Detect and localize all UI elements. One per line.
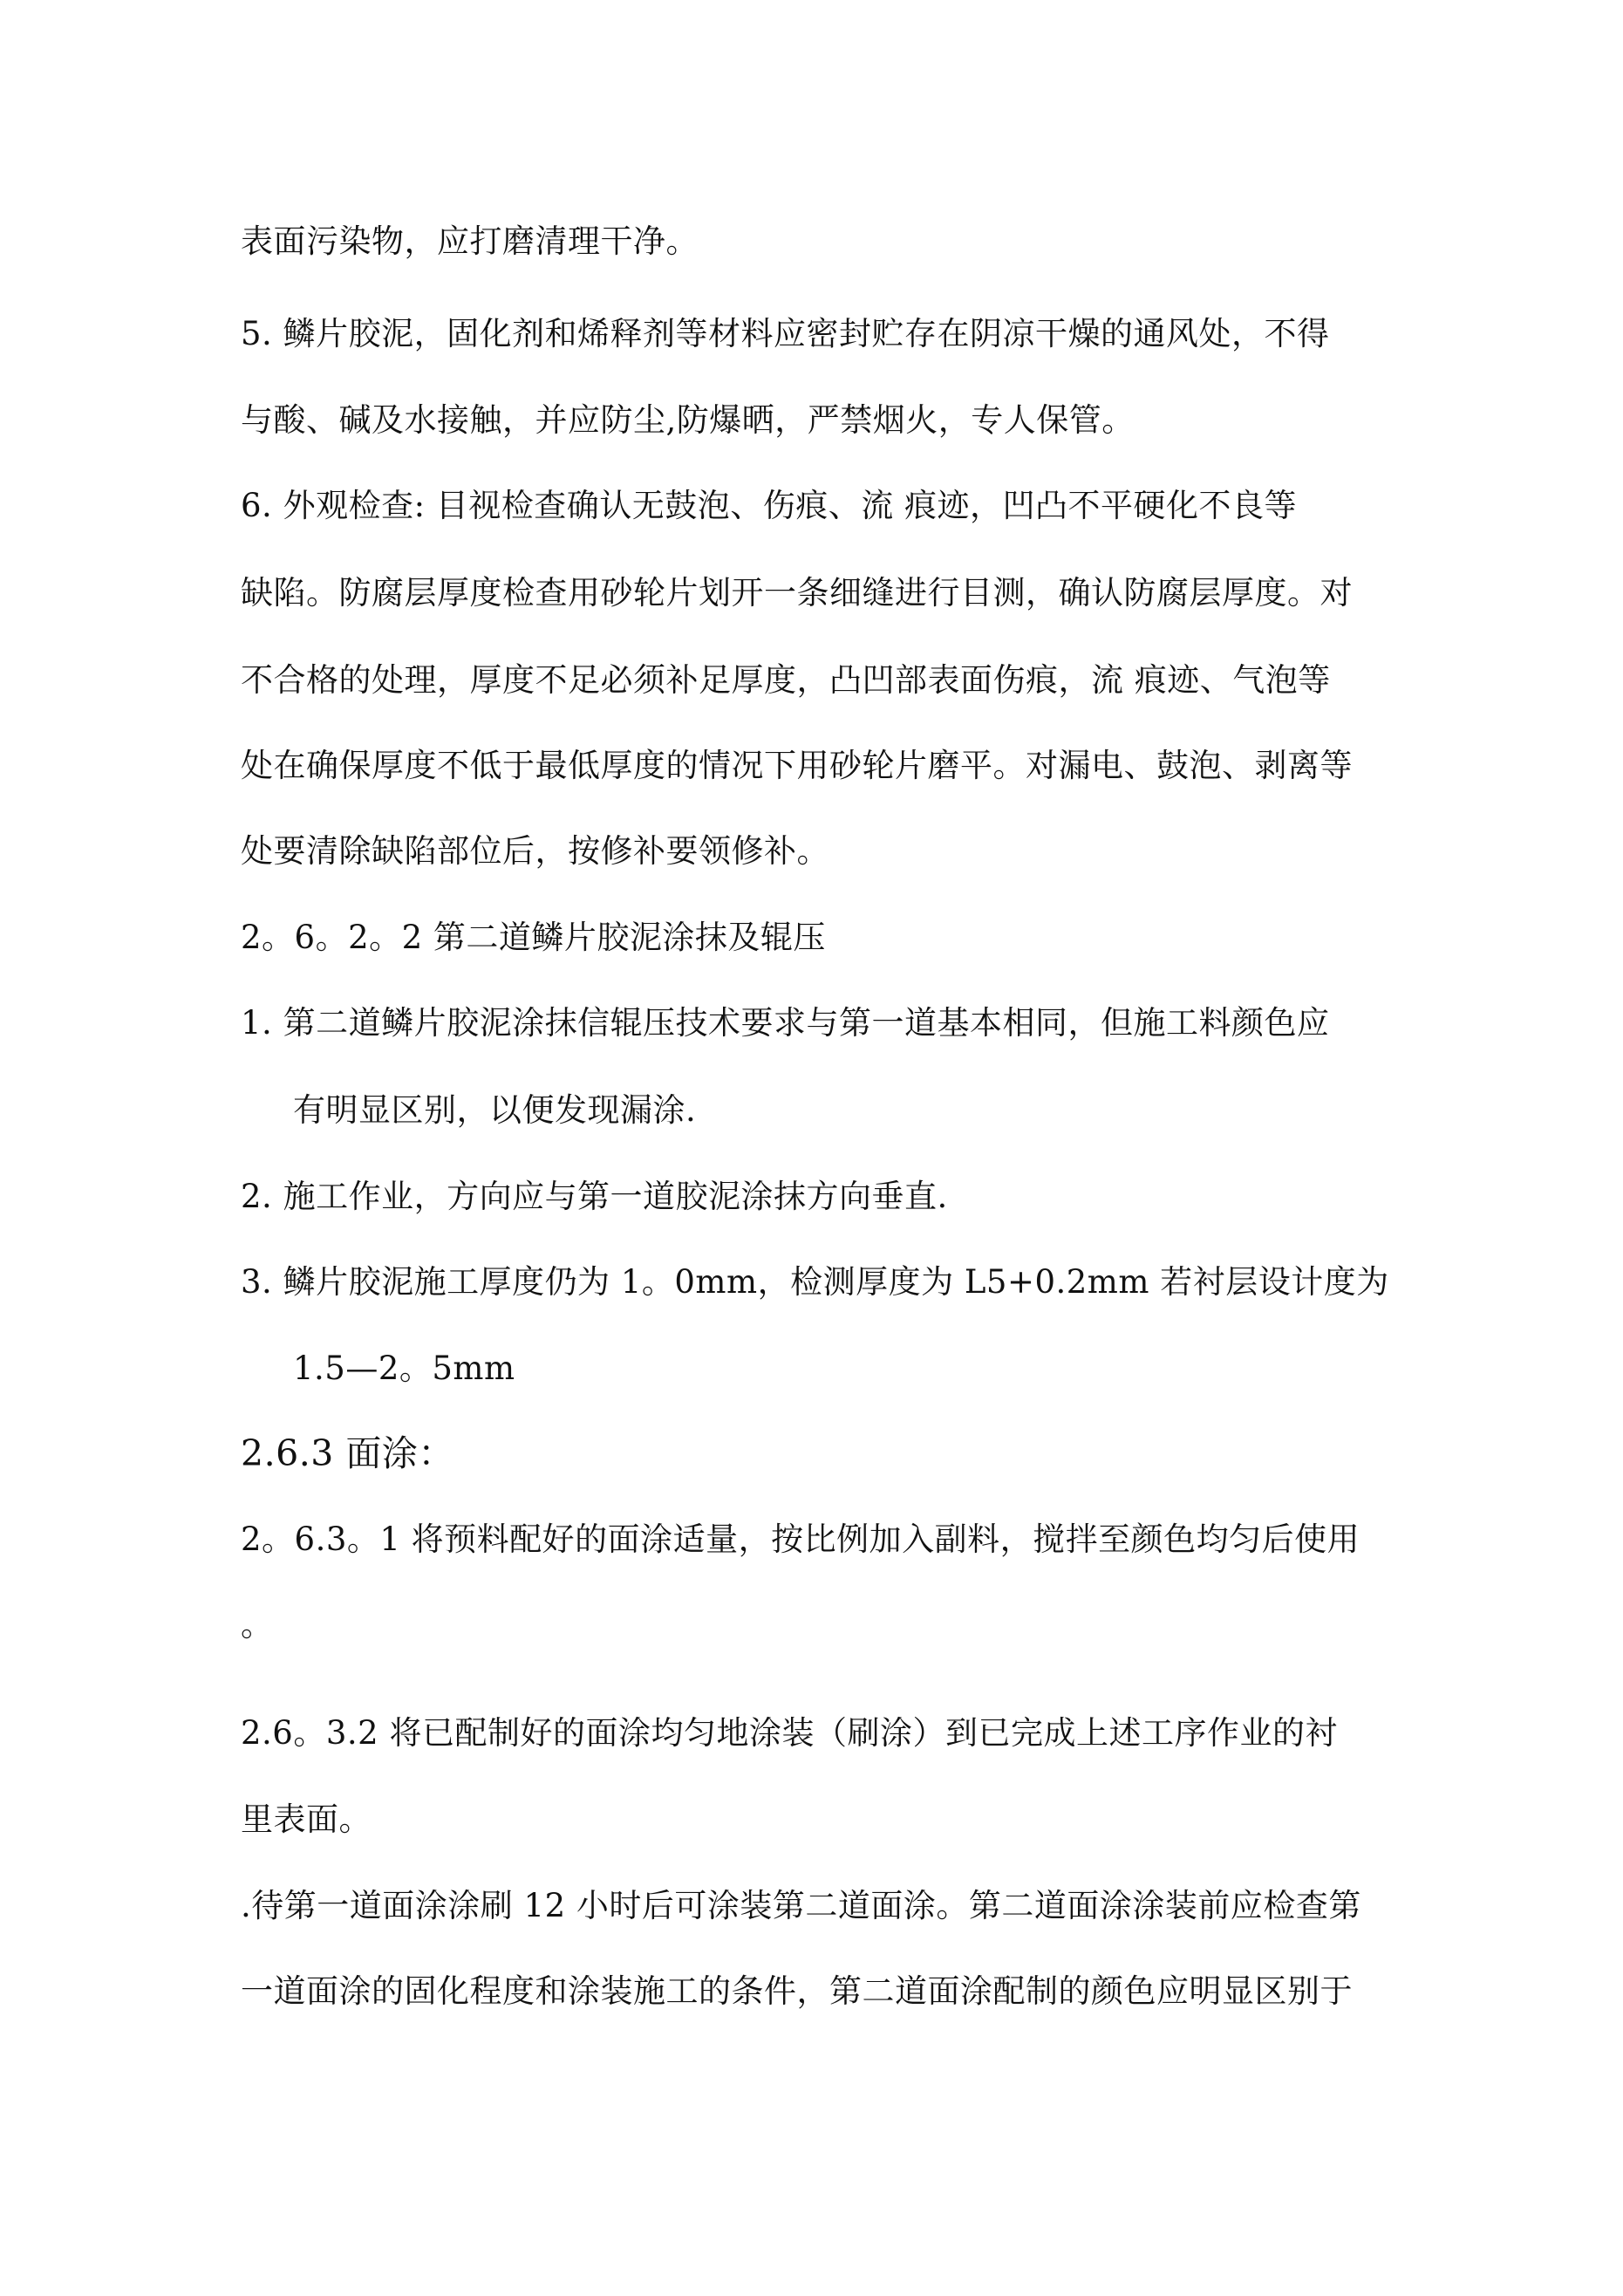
text-line: 表面污染物，应打磨清理干净。 — [241, 222, 699, 260]
list-item-6: 6. 外观检查: 目视检查确认无鼓泡、伤痕、流 痕迹，凹凸不平硬化不良等 — [241, 487, 1298, 524]
text-line: 与酸、碱及水接触，并应防尘,防爆晒，严禁烟火，专人保管。 — [241, 401, 1135, 439]
text-line: 里表面。 — [241, 1801, 372, 1838]
list-item-2: 2. 施工作业，方向应与第一道胶泥涂抹方向垂直. — [241, 1178, 948, 1215]
text-line: 一道面涂的固化程度和涂装施工的条件，第二道面涂配制的颜色应明显区别于 — [241, 1972, 1353, 2010]
section-heading-263: 2.6.3 面涂： — [241, 1432, 454, 1474]
text-line: 1.5—2。5mm — [293, 1350, 515, 1387]
text-line: .待第一道面涂涂刷 12 小时后可涂装第二道面涂。第二道面涂涂装前应检查第 — [241, 1887, 1361, 1924]
section-heading-2622: 2。6。2。2 第二道鳞片胶泥涂抹及辊压 — [241, 919, 826, 956]
text-line: 处在确保厚度不低于最低厚度的情况下用砂轮片磨平。对漏电、鼓泡、剥离等 — [241, 747, 1353, 784]
list-item-3: 3. 鳞片胶泥施工厚度仍为 1。0mm，检测厚度为 L5+0.2mm 若衬层设计度为 — [241, 1263, 1389, 1301]
section-2631: 2。6.3。1 将预料配好的面涂适量，按比例加入副料，搅拌至颜色均匀后使用 — [241, 1520, 1360, 1558]
text-line: 处要清除缺陷部位后，按修补要领修补。 — [241, 832, 829, 870]
list-item-5: 5. 鳞片胶泥，固化剂和烯释剂等材料应密封贮存在阴凉干燥的通风处，不得 — [241, 315, 1330, 352]
section-2632: 2.6。3.2 将已配制好的面涂均匀地涂装（刷涂）到已完成上述工序作业的衬 — [241, 1714, 1338, 1752]
text-line: 。 — [241, 1606, 274, 1643]
text-line: 有明显区别，以便发现漏涂. — [293, 1091, 697, 1129]
list-item-1: 1. 第二道鳞片胶泥涂抹信辊压技术要求与第一道基本相同，但施工料颜色应 — [241, 1004, 1330, 1042]
text-line: 不合格的处理，厚度不足必须补足厚度，凸凹部表面伤痕，流 痕迹、气泡等 — [241, 661, 1331, 699]
text-line: 缺陷。防腐层厚度检查用砂轮片划开一条细缝进行目测，确认防腐层厚度。对 — [241, 574, 1353, 612]
